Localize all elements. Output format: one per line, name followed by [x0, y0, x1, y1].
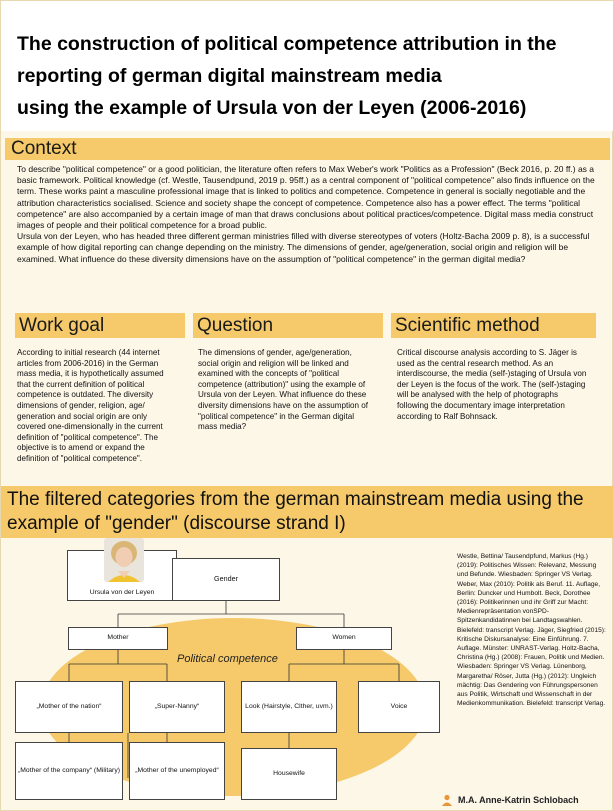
- photo-caption: Ursula von der Leyen: [89, 588, 155, 596]
- title-line-1: The construction of political competence attribution in the: [17, 33, 557, 55]
- author-name: M.A. Anne-Katrin Schlobach: [458, 795, 579, 805]
- mother-of-the-company-box: „Mother of the company“ (Military): [15, 742, 123, 800]
- political-competence-label: Political competence: [177, 653, 278, 665]
- look-box: Look (Hairstyle, Clther, uvm.): [241, 681, 337, 733]
- mother-box: Mother: [68, 627, 168, 650]
- work-goal-heading: Work goal: [15, 313, 185, 338]
- scientific-method-body: Critical discourse analysis according to S. Jäger is used as the central research method. As an interdiscourse, the media (self-)staging of Ursula von der Leyen is the focus of the work. The (self-)staging will be analysed with the help of photographs following the documentary image interpretation according to Ralf Bohnsack.: [397, 348, 587, 421]
- person-icon: [441, 794, 453, 806]
- mother-of-the-unemployed-box: „Mother of the unemployed“: [129, 742, 225, 800]
- gender-box: Gender: [172, 558, 280, 601]
- voice-box: Voice: [358, 681, 440, 733]
- scientific-method-heading: Scientific method: [391, 313, 596, 338]
- housewife-box: Housewife: [241, 748, 337, 800]
- women-box: Women: [296, 627, 392, 650]
- context-body: [17, 164, 597, 265]
- poster-title: [17, 28, 597, 124]
- context-heading: Context: [5, 138, 610, 160]
- gender-category-diagram: [1, 538, 441, 811]
- title-area: [1, 1, 613, 131]
- work-goal-body: According to initial research (44 internet articles from 2006-2016) in the German mass media, it is hypothetically assumed that the current definition of political competence is outdated. The diversity dimensions of gender, religion, age/ generation and social origin are only covered one-dimensionally in the current definition of "political competence". The objective is to amend or expand the definition of "political competence".: [17, 348, 164, 463]
- title-line-2: reporting of german digital mainstream media: [17, 65, 442, 87]
- question-heading: Question: [193, 313, 383, 338]
- filtered-categories-heading: The filtered categories from the german mainstream media using the example of "gender" (discourse strand I): [1, 486, 613, 538]
- ursula-von-der-leyen-photo: [104, 538, 144, 582]
- context-paragraph-2: Ursula von der Leyen, who has headed three different german ministries filled with diverse stereotypes of voters (Holtz-Bacha 2009 p. 8), is a successful example of how digital reporting can change depending on the ministry. The dimensions of gender, age/generation, social origin and religion will be examined. What influence do these diversity dimensions have on the assumption of "political competence" in the german digital media?: [17, 231, 590, 264]
- question-body: The dimensions of gender, age/generation, social origin and religion will be linked and examined with the concepts of "political competence (attribution)" using the example of Ursula von der Leyen. What influence do these diversity dimensions have on the assumption of "political competence" in the German digital mass media?: [198, 348, 369, 432]
- author-credit: [441, 792, 611, 808]
- mother-of-the-nation-box: „Mother of the nation“: [15, 681, 123, 733]
- super-nanny-box: „Super-Nanny“: [129, 681, 225, 733]
- references-list: Westle, Bettina/ Tausendpfund, Markus (Hg.) (2019): Politisches Wissen: Relevanz, Messung und Befunde. Wiesbaden: Springer VS Verlag. Weber, Max (2010): Politik als Beruf. 11. Auflage, Berlin: Duncker und Humbolt. Beck, Dorothee (2016): Politikerinnen und ihr Griff zur Macht: Medienrepräsentation vonSPD-Spitzenkandidatinnen bei Landtagswahlen. Bielefeld: transcript Verlag. Jäger, Siegfried (2015): Kritische Diskursanalyse: Eine Einführung. 7. Auflage. Münster: UNRAST-Verlag. Holtz-Bacha, Christina (Hg.) (2008): Frauen, Politik und Medien. Wiesbaden: Springer VS Verlag. Lünenborg, Margaretha/ Röser, Jutta (Hg.) (2012): Ungleich mächtig: Das Gendering von Führungspersonen aus Politik, Wirtschaft und Wissenschaft in der Medienkommunikation. Bielefeld: transcript Verlag.: [457, 553, 606, 708]
- context-paragraph-1: To describe "political competence" or a good politician, the literature often refers to Max Weber's work "Politics as a Profession" (Beck 2016, p. 20 ff.) as a basic framework. Political knowledge (cf. Westle, Tausendpund, 2019 p. 95ff.) as a central component of "political competence" also finds influence on the term. These works paint a masculine professional image that is linked to politics and competence. Competence in general is socially negotiable and the attribution characteristics socialised. Science and society shape the concept of competence. Competence also has a power effect. The terms "political competence" are also accompanied by a certain image of man that draws conclusions about political practices/competence. Digital mass media construct images of people and their political competence for a broad public.: [17, 164, 595, 231]
- title-line-3: using the example of Ursula von der Leyen (2006-2016): [17, 97, 527, 119]
